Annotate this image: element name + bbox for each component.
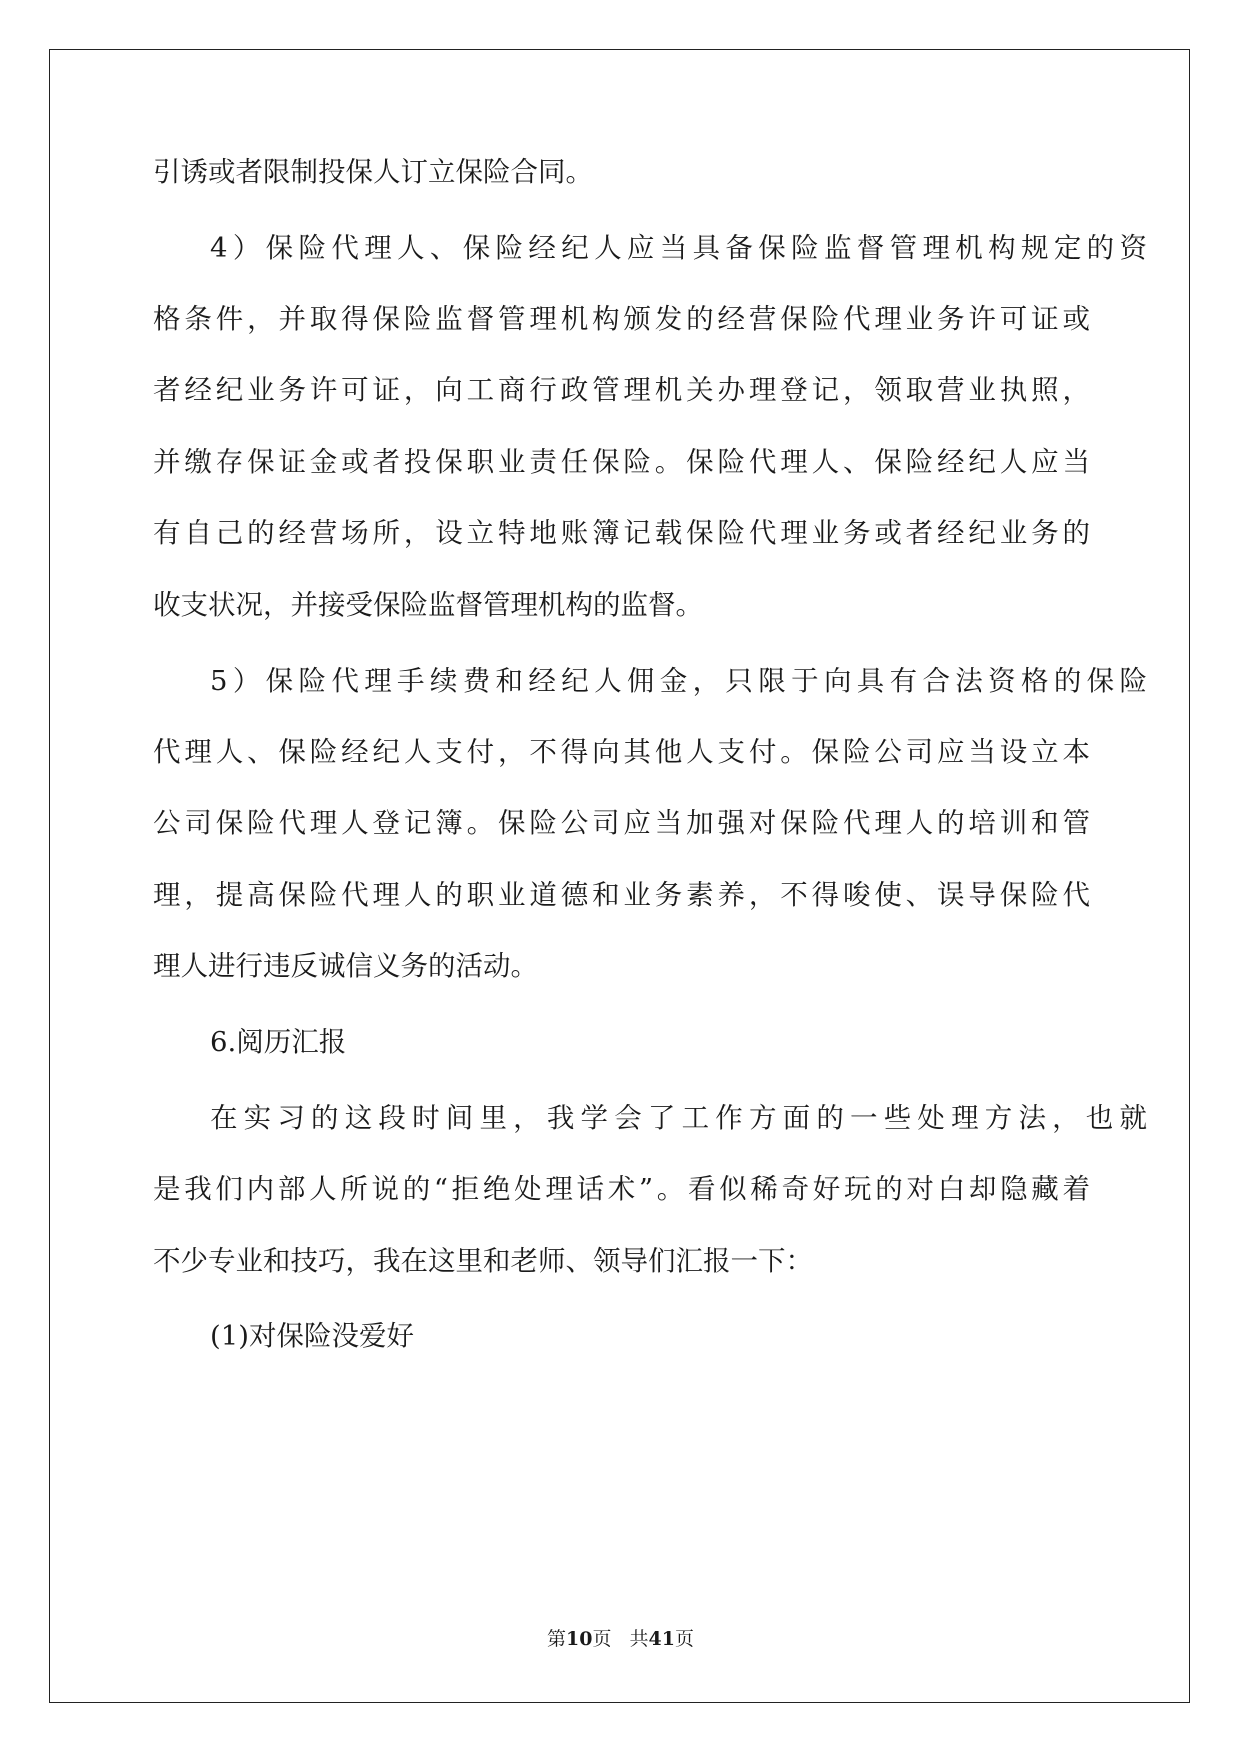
page-prefix: 第 — [547, 1628, 567, 1650]
paragraph-line: 者经纪业务许可证，向工商行政管理机关办理登记，领取营业执照， — [153, 374, 1090, 406]
paragraph-line: 并缴存保证金或者投保职业责任保险。保险代理人、保险经纪人应当 — [153, 446, 1090, 478]
paragraph-line: 4）保险代理人、保险经纪人应当具备保险监督管理机构规定的资 — [210, 232, 1147, 264]
paragraph-line: 有自己的经营场所，设立特地账簿记载保险代理业务或者经纪业务的 — [153, 517, 1090, 549]
paragraph-line: 引诱或者限制投保人订立保险合同。 — [153, 156, 593, 188]
paragraph-line: 公司保险代理人登记簿。保险公司应当加强对保险代理人的培训和管 — [153, 807, 1090, 839]
current-page-number: 10 — [566, 1628, 593, 1650]
paragraph-line: 格条件，并取得保险监督管理机构颁发的经营保险代理业务许可证或 — [153, 303, 1090, 335]
page-footer — [0, 1624, 1241, 1651]
section-heading: 6.阅历汇报 — [210, 1026, 347, 1058]
paragraph-line: 代理人、保险经纪人支付，不得向其他人支付。保险公司应当设立本 — [153, 736, 1090, 768]
paragraph-line: 是我们内部人所说的“拒绝处理话术”。看似稀奇好玩的对白却隐藏着 — [153, 1173, 1090, 1205]
total-page-number: 41 — [648, 1628, 675, 1650]
total-prefix: 共 — [629, 1628, 649, 1650]
paragraph-line: 理人进行违反诚信义务的活动。 — [153, 950, 538, 982]
paragraph-line: 理，提高保险代理人的职业道德和业务素养，不得唆使、误导保险代 — [153, 879, 1090, 911]
page-suffix: 页 — [592, 1628, 612, 1650]
subsection-heading: (1)对保险没爱好 — [210, 1320, 414, 1352]
total-suffix: 页 — [674, 1628, 694, 1650]
paragraph-line: 不少专业和技巧，我在这里和老师、领导们汇报一下： — [153, 1245, 813, 1277]
paragraph-line: 5）保险代理手续费和经纪人佣金，只限于向具有合法资格的保险 — [210, 665, 1147, 697]
paragraph-line: 收支状况，并接受保险监督管理机构的监督。 — [153, 589, 703, 621]
paragraph-line: 在实习的这段时间里，我学会了工作方面的一些处理方法，也就 — [210, 1102, 1147, 1134]
